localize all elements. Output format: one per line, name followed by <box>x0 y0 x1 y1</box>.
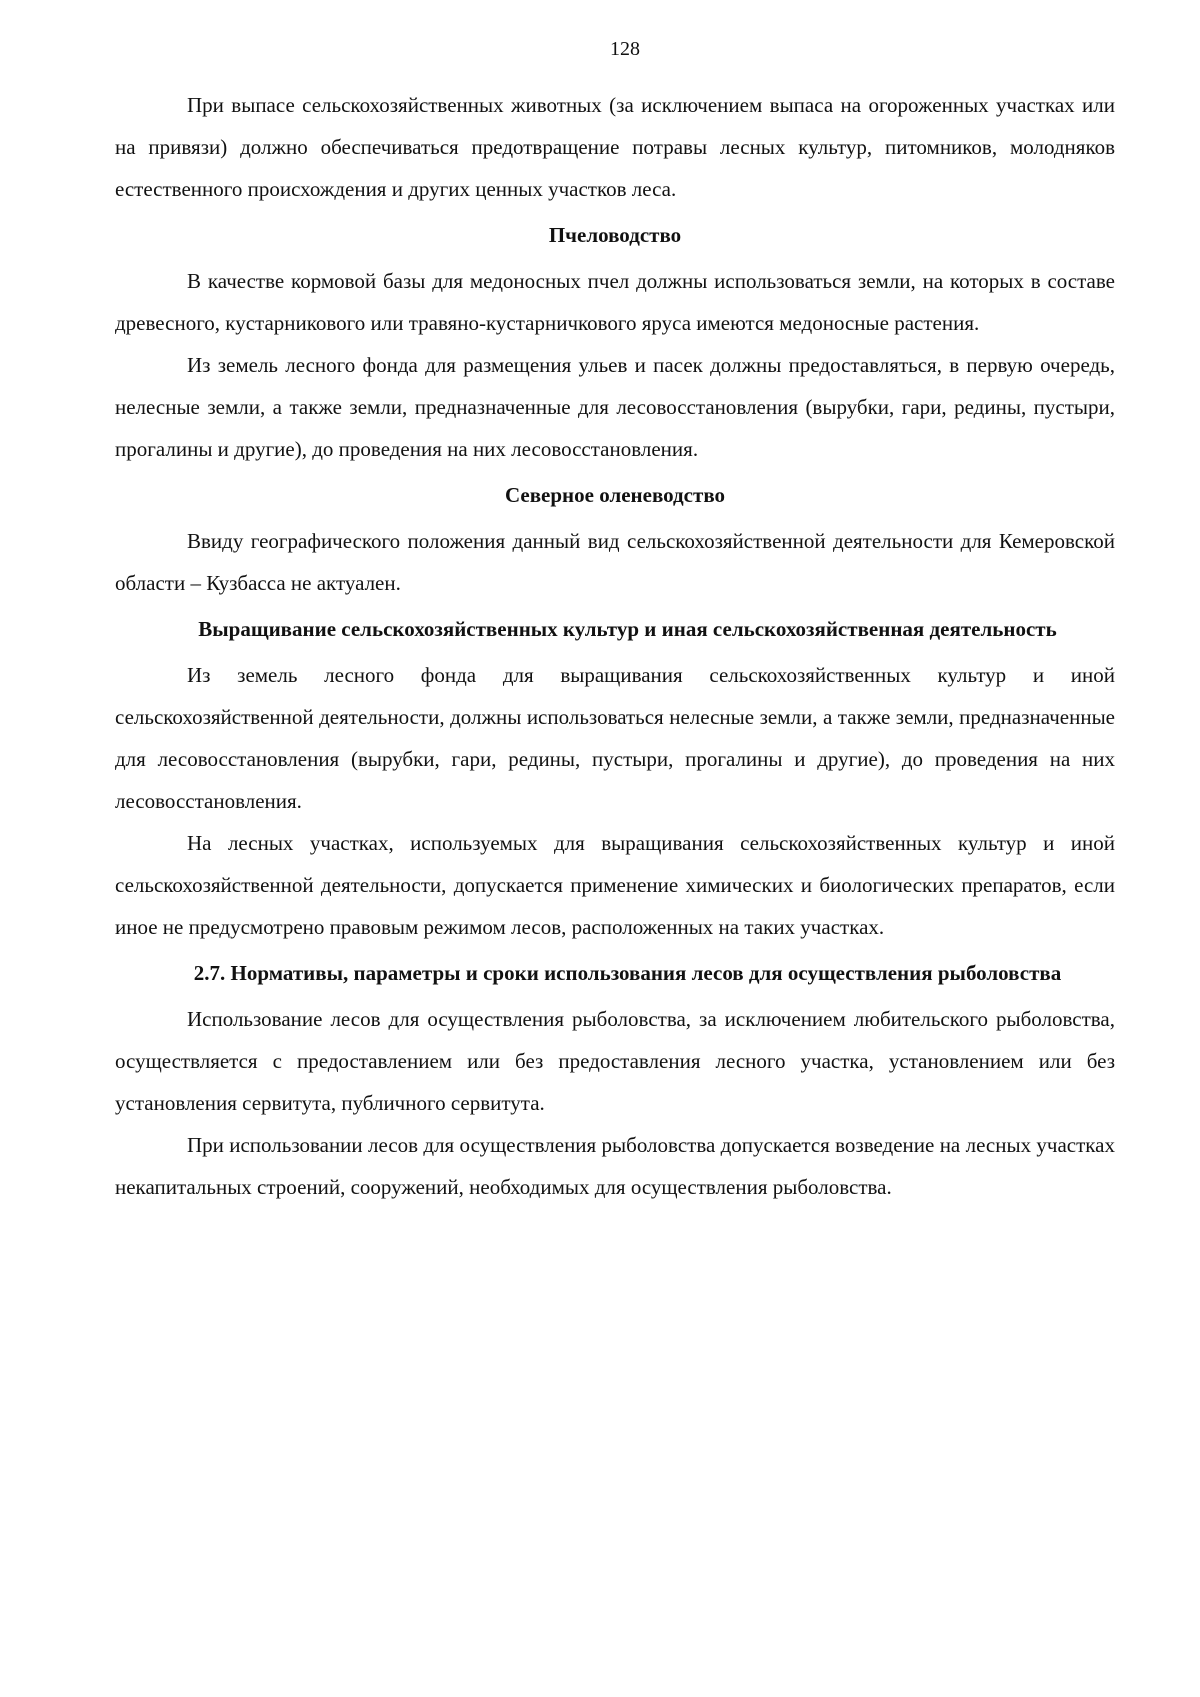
section-grazing <box>115 84 1115 210</box>
paragraph-grazing: При выпасе сельскохозяйственных животных (за исключением выпаса на огороженных участках или на привязи) должно обеспечиваться предотвращение потравы лесных культур, питомников, молодняков естественного происхождения и других ценных участков леса. <box>115 93 1115 201</box>
paragraph-crops-chemicals: На лесных участках, используемых для выращивания сельскохозяйственных культур и иной сельскохозяйственной деятельности, допускается применение химических и биологических препаратов, если иное не предусмотрено правовым режимом лесов, расположенных на таких участках. <box>115 831 1115 939</box>
section-beekeeping <box>115 214 1115 470</box>
heading-fishing: 2.7. Нормативы, параметры и сроки использования лесов для осуществления рыболовства <box>193 961 1062 985</box>
section-reindeer <box>115 474 1115 604</box>
section-crops <box>115 608 1115 948</box>
paragraph-beekeeping-hives: Из земель лесного фонда для размещения ульев и пасек должны предоставляться, в первую очередь, нелесные земли, а также земли, предназначенные для лесовосстановления (вырубки, гари, редины, пустыри, прогалины и другие), до проведения на них лесовосстановления. <box>115 353 1115 461</box>
paragraph-crops-lands: Из земель лесного фонда для выращивания сельскохозяйственных культур и иной сельскохозяйственной деятельности, должны использоваться нелесные земли, а также земли, предназначенные для лесовосстановления (вырубки, гари, редины, пустыри, прогалины и другие), до проведения на них лесовосстановления. <box>115 663 1115 813</box>
paragraph-fishing-structures: При использовании лесов для осуществления рыболовства допускается возведение на лесных участках некапитальных строений, сооружений, необходимых для осуществления рыболовства. <box>115 1133 1115 1199</box>
heading-reindeer: Северное оленеводство <box>504 483 726 507</box>
paragraph-beekeeping-forage: В качестве кормовой базы для медоносных пчел должны использоваться земли, на которых в составе древесного, кустарникового или травяно-кустарничкового яруса имеются медоносные растения. <box>115 269 1115 335</box>
paragraph-fishing-usage: Использование лесов для осуществления рыболовства, за исключением любительского рыболовства, осуществляется с предоставлением или без предоставления лесного участка, установлением или без установления сервитута, публичного сервитута. <box>115 1007 1115 1115</box>
heading-crops: Выращивание сельскохозяйственных культур и иная сельскохозяйственная деятельность <box>198 617 1057 641</box>
section-fishing <box>115 952 1115 1208</box>
paragraph-reindeer: Ввиду географического положения данный вид сельскохозяйственной деятельности для Кемеровской области – Кузбасса не актуален. <box>115 529 1115 595</box>
document-page <box>115 36 1115 1208</box>
page-number: 128 <box>610 38 640 60</box>
heading-beekeeping: Пчеловодство <box>548 223 682 247</box>
